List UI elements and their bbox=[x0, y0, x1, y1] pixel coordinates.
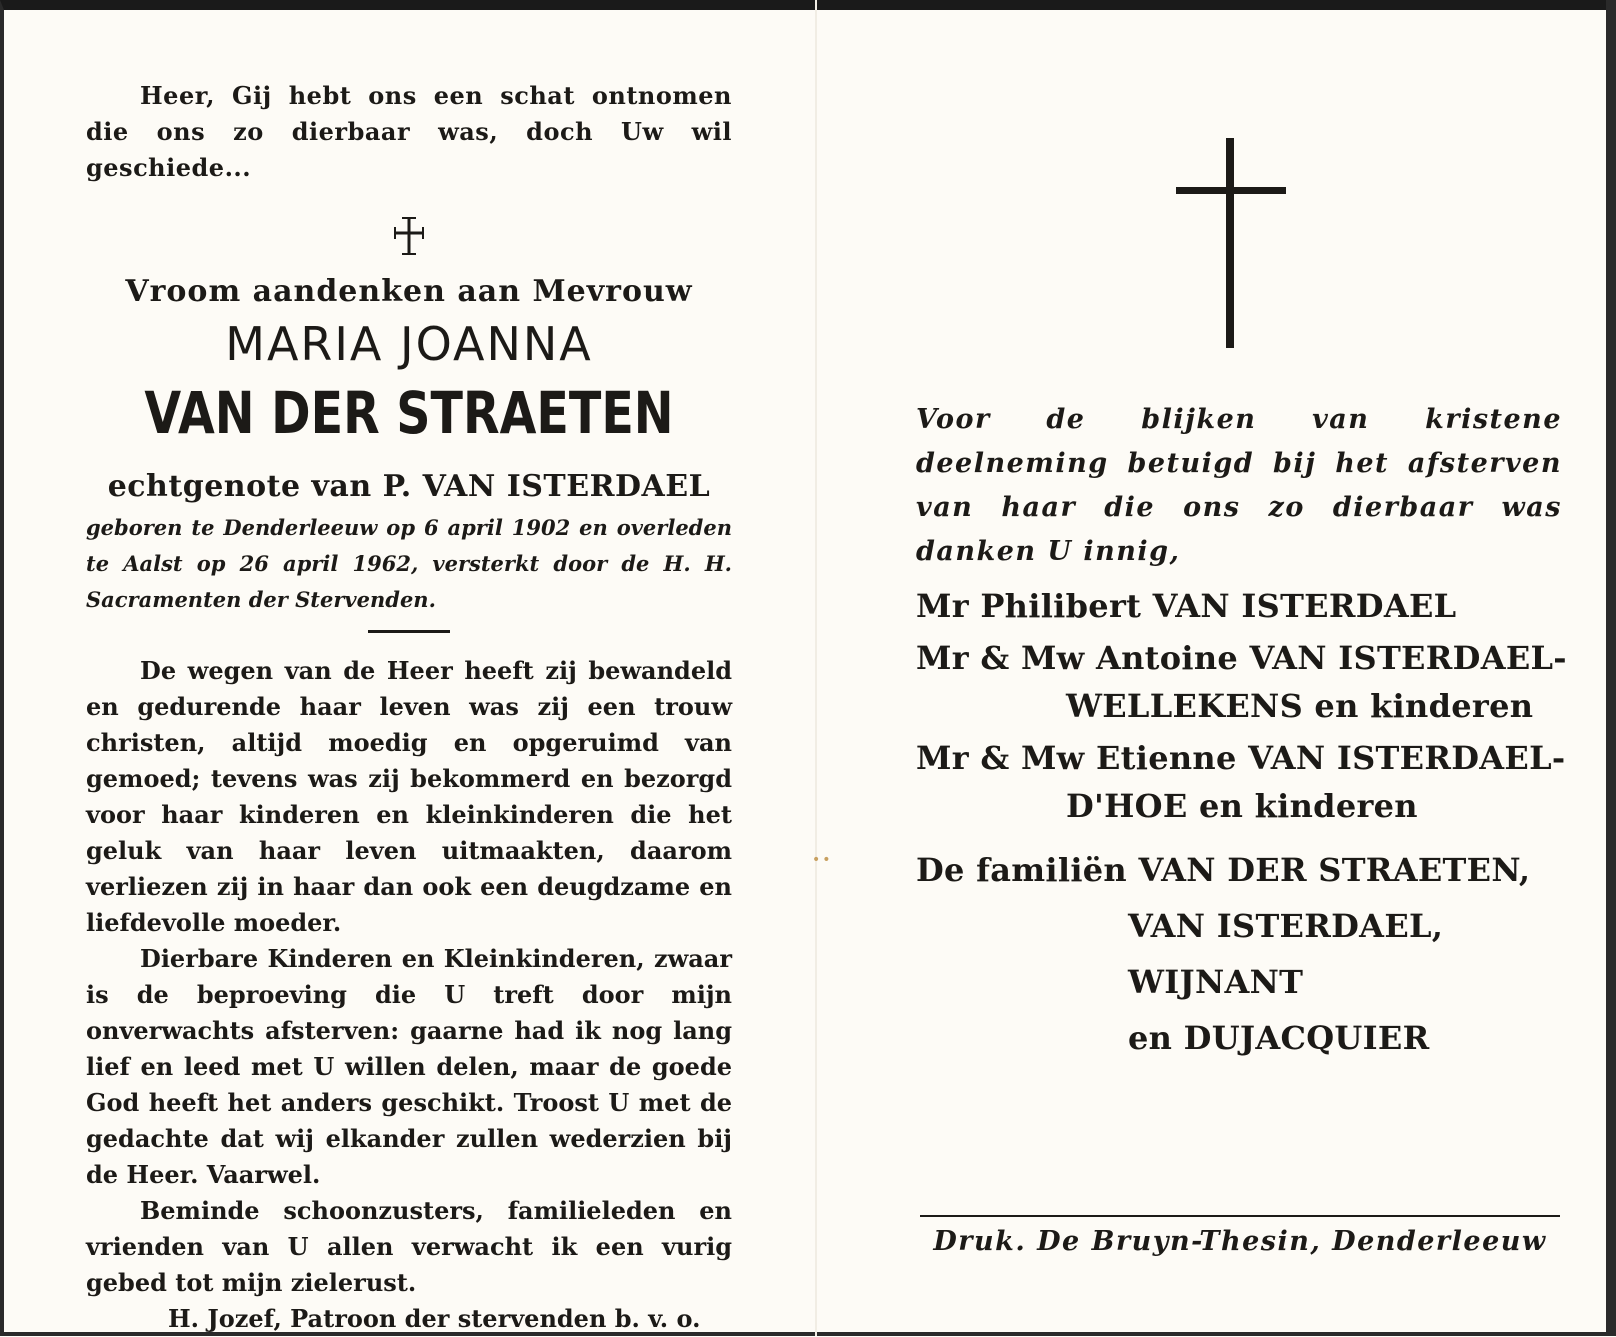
printer-divider bbox=[920, 1215, 1560, 1217]
intro-line: Vroom aandenken aan Mevrouw bbox=[125, 274, 693, 309]
paragraph: Beminde schoonzusters, familieleden en vrienden van U allen verwacht ik een vurig gebed tot mijn zielerust. bbox=[86, 1196, 732, 1297]
family-line: De familiën VAN DER STRAETEN, bbox=[916, 851, 1531, 889]
card-fold bbox=[815, 0, 817, 1336]
right-panel bbox=[916, 120, 1567, 1062]
closing-invocation: H. Jozef, Patroon der stervenden b. v. o. bbox=[168, 1304, 701, 1333]
left-panel bbox=[86, 78, 732, 1337]
paragraph: Dierbare Kinderen en Kleinkinderen, zwaar is de beproeving die U treft door mijn onverwachts afsterven: gaarne had ik nog lang lief en leed met U willen delen, maar de goede God heeft het anders geschikt. Troost U met de gedachte dat wij elkander zullen wederzien bij de Heer. Vaarwel. bbox=[86, 944, 732, 1189]
family-line: WIJNANT bbox=[1128, 963, 1304, 1001]
birth-death-text: geboren te Denderleeuw op 6 april 1902 en overleden te Aalst op 26 april 1962, versterkt door de H. H. Sacramenten der Stervenden. bbox=[86, 515, 732, 612]
family-line: en DUJACQUIER bbox=[1128, 1019, 1430, 1057]
prayer-text: Heer, Gij hebt ons een schat ontnomen die ons zo dierbaar was, doch Uw wil geschiede... bbox=[86, 81, 732, 182]
family-line: Mr & Mw Etienne VAN ISTERDAEL- bbox=[916, 739, 1566, 777]
divider bbox=[368, 630, 450, 633]
surname: VAN DER STRAETEN bbox=[144, 379, 674, 447]
printer-credit: Druk. De Bruyn-Thesin, Denderleeuw bbox=[933, 1226, 1547, 1257]
paragraph: De wegen van de Heer heeft zij bewandeld en gedurende haar leven was zij een trouw christen, altijd moedig en opgeruimd van gemoed; tevens was zij bekommerd en bezorgd voor haar kinderen en kleinkinderen die het geluk van haar leven uitmaakten, daarom verliezen zij in haar dan ook een deugdzame en liefdevolle moeder. bbox=[86, 656, 732, 937]
fold-marks: •• bbox=[812, 852, 833, 868]
scan-edge bbox=[1606, 0, 1616, 1336]
family-line: Mr Philibert VAN ISTERDAEL bbox=[916, 587, 1457, 625]
thanks-text: Voor de blijken van kristene deelneming betuigd bij het afsterven van haar die ons zo dierbaar was danken U innig, bbox=[916, 404, 1562, 567]
spouse-line: echtgenote van P. VAN ISTERDAEL bbox=[107, 469, 711, 504]
first-names: MARIA JOANNA bbox=[225, 317, 593, 371]
cross-pattee-icon bbox=[86, 216, 732, 260]
family-line: Mr & Mw Antoine VAN ISTERDAEL- bbox=[916, 639, 1567, 677]
family-line: WELLEKENS en kinderen bbox=[1066, 687, 1534, 725]
family-line: D'HOE en kinderen bbox=[1066, 787, 1418, 825]
family-line: VAN ISTERDAEL, bbox=[1128, 907, 1444, 945]
